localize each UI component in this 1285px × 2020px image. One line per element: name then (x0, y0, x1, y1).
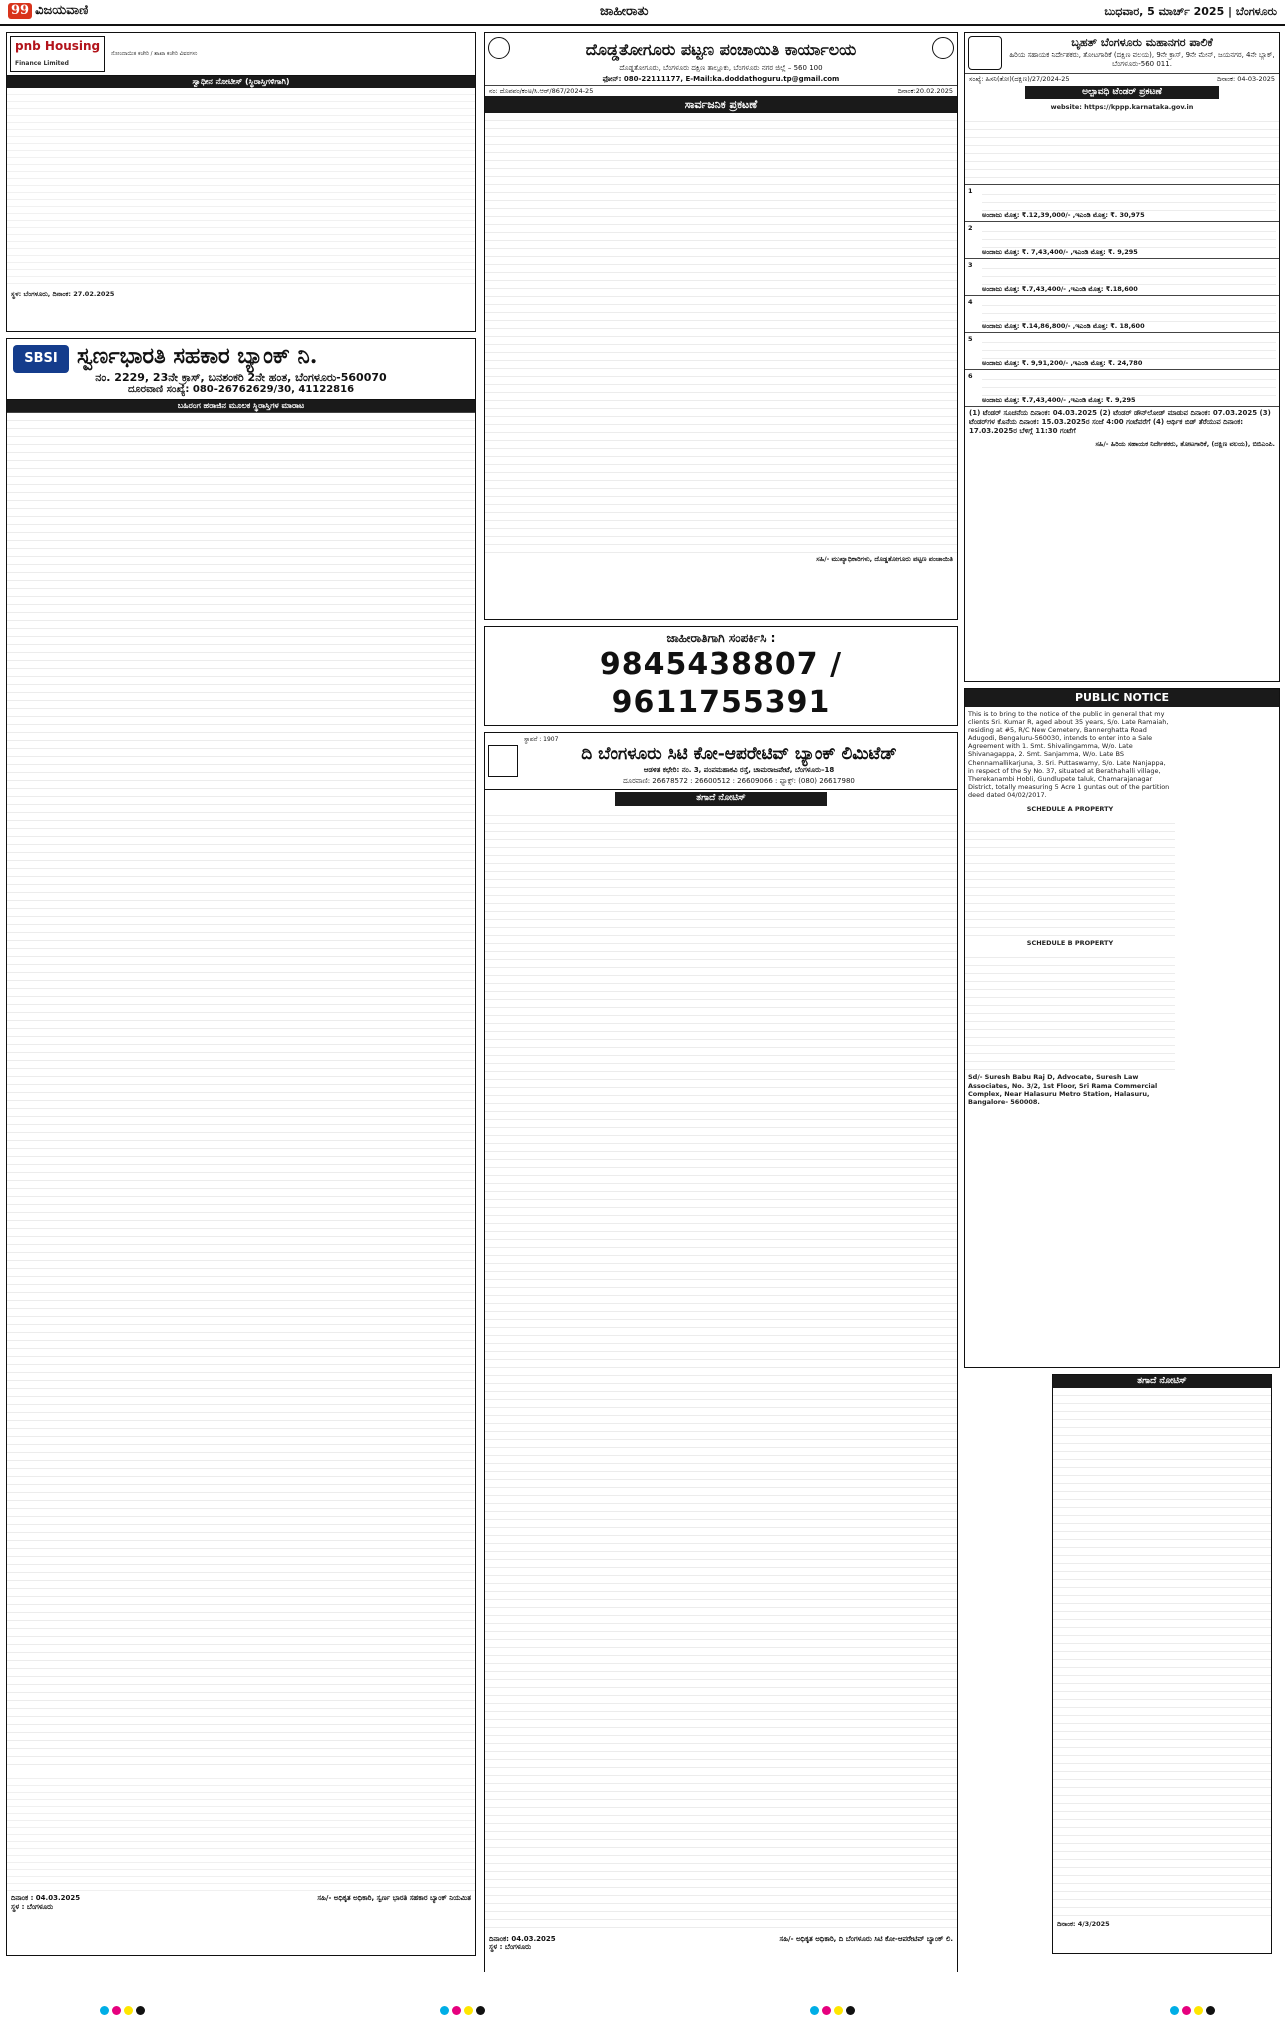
small-notice-title: ತಗಾದೆ ನೋಟಿಸ್ (1053, 1375, 1271, 1388)
small-notice-footer: ದಿನಾಂಕ: 4/3/2025 (1057, 1920, 1110, 1929)
bcc-sign: ಸಹಿ/- ಅಧಿಕೃತ ಅಧಿಕಾರಿ, ದಿ ಬೆಂಗಳೂರು ಸಿಟಿ ಕೋ-ಆಪರೇಟಿವ್ ಬ್ಯಾಂಕ್ ಲಿ. (779, 1934, 953, 1943)
bcc-date: ದಿನಾಂಕ: 04.03.2025 (489, 1934, 556, 1943)
newspaper-name: ವಿಜಯವಾಣಿ (35, 3, 89, 18)
swachh-bharat-icon (932, 37, 954, 59)
bcc-bank-address: ಆಡಳಿತ ಕಛೇರಿ: ನಂ. 3, ಪಂಪಮಹಾಕವಿ ರಸ್ತೆ, ಚಾಮರಾಜಪೇಟೆ, ಬೆಂಗಳೂರು–18 (643, 765, 835, 774)
newspaper-logo (8, 3, 88, 19)
print-registration-marks (810, 2006, 855, 2016)
bbmp-item-amount: ಅಂದಾಜು ಮೊತ್ತ: ₹. 7,43,400/- ,ಇಎಂಡಿ ಮೊತ್ತ: ₹. 9,295 (982, 247, 1138, 256)
swarna-sign: ಸಹಿ/- ಅಧಿಕೃತ ಅಧಿಕಾರಿ, ಸ್ವರ್ಣ ಭಾರತಿ ಸಹಕಾರ ಬ್ಯಾಂಕ್ ನಿಯಮಿತ (317, 1893, 471, 1902)
section-title: ಜಾಹೀರಾತು (600, 4, 649, 19)
bcc-notice-body (485, 808, 957, 1933)
swarna-date: ದಿನಾಂಕ : 04.03.2025 (11, 1893, 81, 1902)
bbmp-item (965, 258, 1279, 295)
magenta-dot (452, 2006, 461, 2015)
magenta-dot (1182, 2006, 1191, 2015)
bbmp-item-list (965, 184, 1279, 407)
print-registration-marks (440, 2006, 485, 2016)
town-panchayat-title: ದೊಡ್ಡತೋಗೂರು ಪಟ್ಟಣ ಪಂಚಾಯಿತಿ ಕಾರ್ಯಾಲಯ (585, 40, 857, 59)
bbmp-title: ಬೃಹತ್ ಬೆಂಗಳೂರು ಮಹಾನಗರ ಪಾಲಿಕೆ (1071, 36, 1213, 50)
column-middle (484, 32, 958, 1972)
public-notice-sign: Sd/- Suresh Babu Raj D, Advocate, Suresh Law Associates, No. 3/2, 1st Floor, Sri Rama Commercial Complex, Near Halasuru Metro Station, Halasuru, Bangalore- 560008. (968, 1073, 1158, 1106)
schedule-b-heading: SCHEDULE B PROPERTY (1026, 939, 1114, 948)
bbmp-item-amount: ಅಂದಾಜು ಮೊತ್ತ: ₹.7,43,400/- ,ಇಎಂಡಿ ಮೊತ್ತ: ₹.18,600 (982, 284, 1138, 293)
column-right (964, 32, 1280, 1972)
masthead (0, 0, 1285, 26)
bbmp-item-amount: ಅಂದಾಜು ಮೊತ್ತ: ₹.7,43,400/- ,ಇಎಂಡಿ ಮೊತ್ತ: ₹. 9,295 (982, 396, 1136, 405)
bbmp-item (965, 221, 1279, 258)
bbmp-tender-heading: ಅಲ್ಪಾವಧಿ ಟೆಂಡರ್ ಪ್ರಕಟಣೆ (1025, 86, 1219, 99)
pnb-notice (6, 32, 476, 332)
bbmp-item-amount: ಅಂದಾಜು ಮೊತ್ತ: ₹. 9,91,200/- ,ಇಎಂಡಿ ಮೊತ್ತ: ₹. 24,780 (982, 359, 1143, 367)
bbmp-emblem-icon (968, 36, 1002, 70)
bbmp-item (965, 369, 1279, 406)
swarna-notice-title: ಬಹಿರಂಗ ಹರಾಜಿನ ಮೂಲಕ ಸ್ಥಿರಾಸ್ತಿಗಳ ಮಾರಾಟ (7, 400, 475, 412)
bbmp-sub: ಹಿರಿಯ ಸಹಾಯಕ ನಿರ್ದೇಶಕರು, ತೋಟಗಾರಿಕೆ (ದಕ್ಷಿಣ ವಲಯ), 9ನೇ ಕ್ರಾಸ್, 9ನೇ ಮೇನ್, ಜಯನಗರ, 4ನೇ ಬ್ಲಾಕ್, ಬೆಂಗಳೂರು-560 011. (1009, 51, 1275, 68)
public-notice-title: PUBLIC NOTICE (965, 689, 1279, 707)
schedule-a-body (965, 816, 1175, 936)
bbmp-item-number: 4 (968, 297, 973, 306)
bbmp-item (965, 295, 1279, 332)
black-dot (846, 2006, 855, 2015)
public-notice (964, 688, 1280, 1368)
cyan-dot (810, 2006, 819, 2015)
bbmp-item-amount: ಅಂದಾಜು ಮೊತ್ತ: ₹.12,39,000/- ,ಇಎಂಡಿ ಮೊತ್ತ: ₹. 30,975 (982, 210, 1145, 219)
swarna-terms (7, 1772, 475, 1892)
bcc-bank-title: ದಿ ಬೆಂಗಳೂರು ಸಿಟಿ ಕೋ-ಆಪರೇಟಿವ್ ಬ್ಯಾಂಕ್ ಲಿಮಿಟೆಡ್ (581, 743, 897, 764)
pnb-logo-sub: Finance Limited (15, 60, 69, 67)
town-panchayat-phone: ಫೋನ್: 080-22111177, E-Mail:ka.doddathoguru.tp@gmail.com (602, 74, 840, 83)
town-panchayat-date: ದಿನಾಂಕ:20.02.2025 (897, 86, 953, 95)
logo-badge: 99 (8, 3, 32, 19)
public-announcement-heading: ಸಾರ್ವಜನಿಕ ಪ್ರಕಟಣೆ (485, 96, 957, 114)
pnb-header (7, 33, 475, 76)
black-dot (136, 2006, 145, 2015)
bcc-bank-notice (484, 732, 958, 1972)
pnb-notice-body (7, 88, 475, 288)
small-demand-notice (1052, 1374, 1272, 1954)
state-emblem-icon (488, 37, 510, 59)
demand-notice-heading: ತಗಾದೆ ನೋಟಿಸ್ (615, 792, 827, 805)
schedule-b-body (965, 950, 1175, 1070)
bbmp-item-number: 5 (968, 335, 973, 343)
cyan-dot (1170, 2006, 1179, 2015)
town-panchayat-notice (484, 32, 958, 620)
black-dot (1206, 2006, 1215, 2015)
bbmp-sign: ಸಹಿ/- ಹಿರಿಯ ಸಹಾಯಕ ನಿರ್ದೇಶಕರು, ತೋಟಗಾರಿಕೆ, (ದಕ್ಷಿಣ ವಲಯ), ಬಿಬಿಎಂಪಿ. (1095, 439, 1275, 448)
swarna-bank-phone: ದೂರವಾಣಿ ಸಂಖ್ಯೆ: 080-26762629/30, 41122816 (7, 384, 475, 400)
bbmp-item-number: 2 (968, 223, 973, 232)
town-panchayat-body (485, 113, 957, 553)
edition-date: ಬುಧವಾರ, 5 ಮಾರ್ಚ್ 2025 | ಬೆಂಗಳೂರು (1104, 5, 1277, 18)
ad-contact-label: ಜಾಹೀರಾತಿಗಾಗಿ ಸಂಪರ್ಕಿಸಿ : (666, 631, 776, 645)
print-registration-marks (1170, 2006, 1215, 2016)
bbmp-ref: ಸಂಖ್ಯೆ: ಹಿಸನಿ(ತೋ)(ದಕ್ಷಿಣ)/27/2024-25 (969, 75, 1070, 83)
pnb-logo (10, 36, 105, 72)
bbmp-schedule: (1) ಟೆಂಡರ್ ಸೂಚನೆಯ ದಿನಾಂಕ: 04.03.2025 (2) ಟೆಂಡರ್ ಡೌನ್‌ಲೋಡ್ ಮಾಡುವ ದಿನಾಂಕ: 07.03.2025 (3) ಟೆಂಡರ್‌ಗಳ ಕೊನೆಯ ದಿನಾಂಕ: 15.03.2025ರ ಸಂಜೆ 4:00 ಗಂಟೆವರೆಗೆ (4) ಆರ್ಥಿಕ ಬಿಡ್ ತೆರೆಯುವ ದಿನಾಂಕ: 17.03.2025ರ ಬೆಳಿಗ್ಗೆ 11:30 ಗಂಟೆಗೆ (965, 406, 1279, 437)
pnb-address: ನೋಂದಾಯಿತ ಕಚೇರಿ / ಶಾಖಾ ಕಚೇರಿ ವಿವರಗಳು (111, 50, 198, 57)
column-left (6, 32, 476, 1972)
pnb-footer: ಸ್ಥಳ: ಬೆಂಗಳೂರು, ದಿನಾಂಕ: 27.02.2025 (11, 290, 115, 298)
bbmp-item-number: 3 (968, 260, 973, 269)
town-panchayat-sign: ಸಹಿ/- ಮುಖ್ಯಾಧಿಕಾರಿಗಳು, ದೊಡ್ಡತೋಗೂರು ಪಟ್ಟಣ ಪಂಚಾಯಿತಿ (816, 555, 953, 564)
sbsi-logo: SBSI (13, 345, 69, 373)
swarna-bank-notice (6, 338, 476, 1956)
pnb-notice-title: ಸ್ವಾಧೀನ ನೋಟೀಸ್ (ಸ್ಥಿರಾಸ್ತಿಗಳಿಗಾಗಿ) (7, 76, 475, 88)
bbmp-tender-notice (964, 32, 1280, 682)
schedule-a-heading: SCHEDULE A PROPERTY (1026, 805, 1114, 814)
pnb-logo-text: pnb Housing (15, 39, 101, 53)
bbmp-item-number: 1 (968, 186, 973, 195)
yellow-dot (834, 2006, 843, 2015)
swarna-place: ಸ್ಥಳ : ಬೆಂಗಳೂರು (11, 1902, 54, 1911)
yellow-dot (464, 2006, 473, 2015)
swarna-auction-table (7, 412, 475, 1772)
swarna-bank-address: ನಂ. 2229, 23ನೇ ಕ್ರಾಸ್, ಬನಶಂಕರಿ 2ನೇ ಹಂತ, ಬೆಂಗಳೂರು-560070 (95, 370, 387, 384)
bbmp-intro (965, 114, 1279, 184)
bbmp-item-number: 6 (968, 372, 973, 381)
yellow-dot (1194, 2006, 1203, 2015)
small-notice-body (1053, 1388, 1271, 1918)
town-panchayat-sub: ದೊಡ್ಡತೋಗೂರು, ಬೆಂಗಳೂರು ದಕ್ಷಿಣ ತಾಲ್ಲೂಕು, ಬೆಂಗಳೂರು ನಗರ ಜಿಲ್ಲೆ – 560 100 (619, 64, 823, 72)
bbmp-item (965, 332, 1279, 369)
ad-contact-numbers: 9845438807 / 9611755391 (599, 647, 843, 720)
yellow-dot (124, 2006, 133, 2015)
swarna-bank-title: ಸ್ವರ್ಣಭಾರತಿ ಸಹಕಾರ ಬ್ಯಾಂಕ್ ನಿ. (77, 343, 318, 369)
bbmp-item (965, 184, 1279, 221)
black-dot (476, 2006, 485, 2015)
bbmp-website: website: https://kppp.karnataka.gov.in (1050, 103, 1194, 112)
print-registration-marks (100, 2006, 145, 2016)
magenta-dot (822, 2006, 831, 2015)
cyan-dot (440, 2006, 449, 2015)
bcc-bank-logo (488, 745, 518, 777)
bbmp-date: ದಿನಾಂಕ: 04-03-2025 (1217, 75, 1275, 83)
bcc-est: ಸ್ಥಾಪನೆ : 1907 (524, 736, 559, 743)
ad-contact-box (484, 626, 958, 726)
public-notice-body: This is to bring to the notice of the public in general that my clients Sri. Kumar R, aged about 35 years, S/o. Late Ramaiah, residing at #5, R/C New Cemetery, Bannerghatta Road Adugodi, Bengaluru-560030, intends to enter into a Sale Agreement with 1. Smt. Shivalingamma, W/o. Late Shivanagappa, 2. Smt. Sanjamma, W/o. Late BS Chennamallikarjuna, 3. Sri. Puttaswamy, S/o. Late Nanjappa, in respect of the Sy No. 37, situated at Berathahalli village, Therekanambi Hobli, Gundlupete taluk, Chamarajanagar District, totally measuring 5 Acre 1 guntas out of the partition deed dated 04/02/2017. (968, 709, 1170, 799)
cyan-dot (100, 2006, 109, 2015)
bcc-place: ಸ್ಥಳ : ಬೆಂಗಳೂರು (489, 1943, 532, 1952)
town-panchayat-ref: ನಂ: ದೊಪಪಂ/ಕಂಅ/ಸಿ.ಆರ್/867/2024-25 (489, 86, 594, 95)
bbmp-item-amount: ಅಂದಾಜು ಮೊತ್ತ: ₹.14,86,800/- ,ಇಎಂಡಿ ಮೊತ್ತ: ₹. 18,600 (982, 321, 1145, 330)
magenta-dot (112, 2006, 121, 2015)
bcc-bank-phone: ದೂರವಾಣಿ: 26678572 : 26600512 : 26609066 : ಫ್ಯಾಕ್ಸ್: (080) 26617980 (623, 776, 855, 785)
